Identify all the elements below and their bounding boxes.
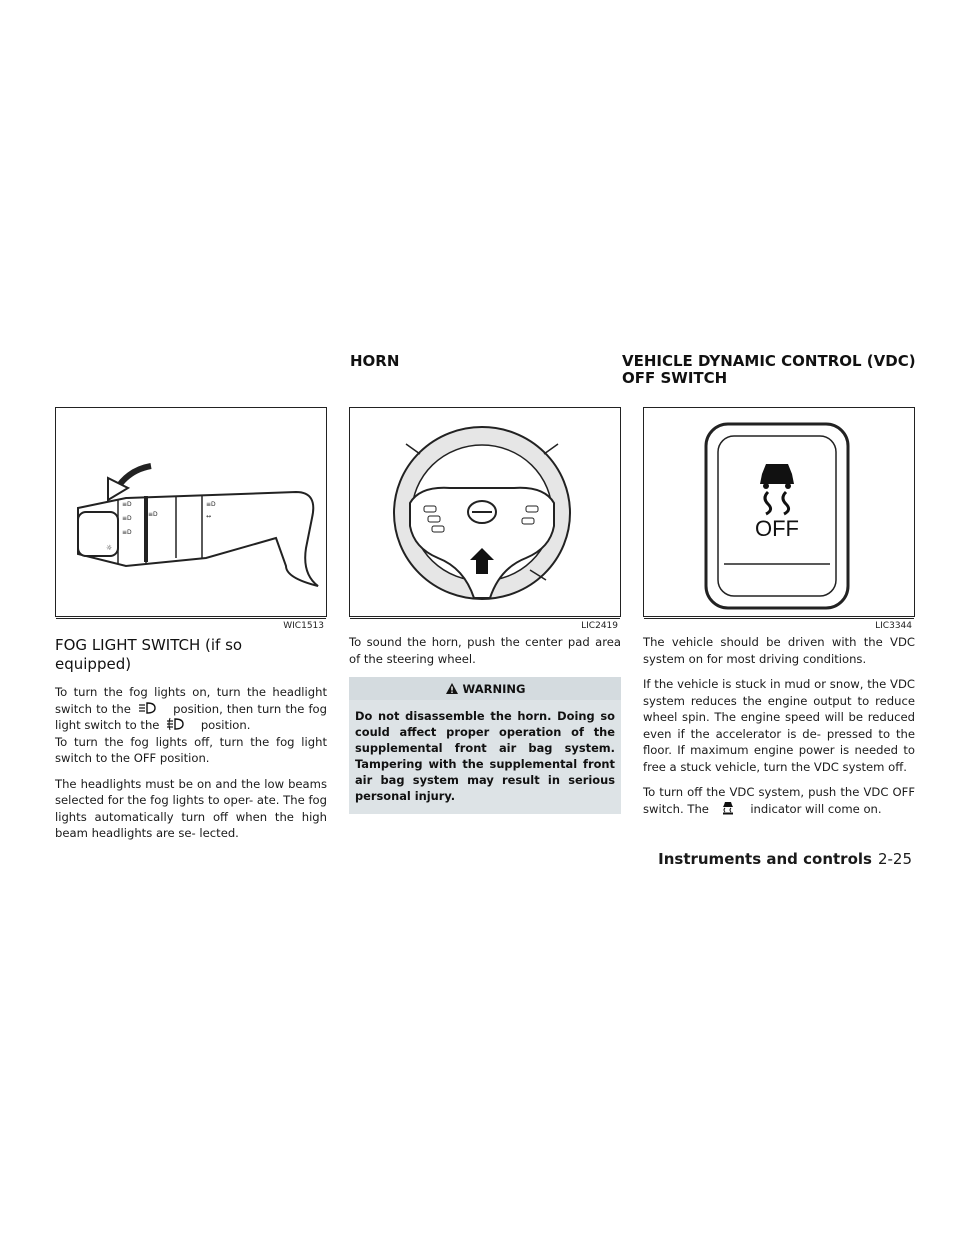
fog-light-figure [55,407,327,631]
horn-warning-box [349,677,621,814]
horn-figure [349,407,621,631]
page-number: 2-25 [877,850,912,868]
fog-light-title: FOG LIGHT SWITCH (if so equipped) [55,636,243,673]
headlight-icon [135,701,169,715]
vdc-paragraph-2: If the vehicle is stuck in mud or snow, the VDC system reduces the engine output to reduce wheel spin. The engine speed will be reduced even if the accelerator is de- pressed to the floor. If maximum engine power is needed to free a stuck vehicle, turn the VDC system off. [643,677,915,774]
warning-text: Do not disassemble the horn. Doing so could affect proper operation of the supplemental front air bag system. Tampering with the supplemental front air bag system may result in serious personal injury. [355,709,615,803]
horn-heading: HORN [350,352,400,370]
warning-triangle-icon [445,682,459,695]
vdc-heading: VEHICLE DYNAMIC CONTROL (VDC) OFF SWITCH [622,352,916,387]
steering-wheel-illustration [350,408,620,616]
svg-text:≡D: ≡D [122,501,132,508]
page-footer [658,850,912,868]
figure-id: LIC2419 [581,621,618,631]
footer-section-name: Instruments and controls [658,850,872,868]
warning-header: WARNING [349,677,621,700]
figure-id: WIC1513 [283,621,324,631]
fog-paragraph-1: To turn the fog lights on, turn the headlight switch to the position, then turn the fog light switch to the position. [55,685,327,732]
fog-lever-illustration [56,408,326,616]
fog-paragraph-2: To turn the fog lights off, turn the fog light switch to the OFF position. [55,734,327,765]
vdc-paragraph-1: The vehicle should be driven with the VDC system on for most driving conditions. [643,635,915,666]
vdc-switch-illustration [644,408,914,616]
vdc-paragraph-3: To turn off the VDC system, push the VDC OFF switch. The indicator will come on. [643,785,915,816]
svg-text:≡D: ≡D [122,529,132,536]
svg-text:☼: ☼ [106,544,113,552]
svg-text:≡D: ≡D [206,501,216,508]
svg-text:≡D: ≡D [122,515,132,522]
vdc-off-label: OFF [755,516,799,541]
fog-light-column [55,636,327,851]
svg-text:≡D: ≡D [148,511,158,518]
horn-column [349,634,621,676]
svg-text:↔: ↔ [206,513,212,520]
vdc-off-indicator-icon [713,801,747,815]
vdc-column [643,634,915,826]
fog-light-icon [163,717,197,731]
fog-paragraph-3: The headlights must be on and the low beams selected for the fog lights to oper- ate. The fog lights automatically turn off when the high beam headlights are se- lected. [55,776,327,840]
figure-id: LIC3344 [875,621,912,631]
vdc-figure [643,407,915,631]
horn-paragraph: To sound the horn, push the center pad area of the steering wheel. [349,635,621,666]
